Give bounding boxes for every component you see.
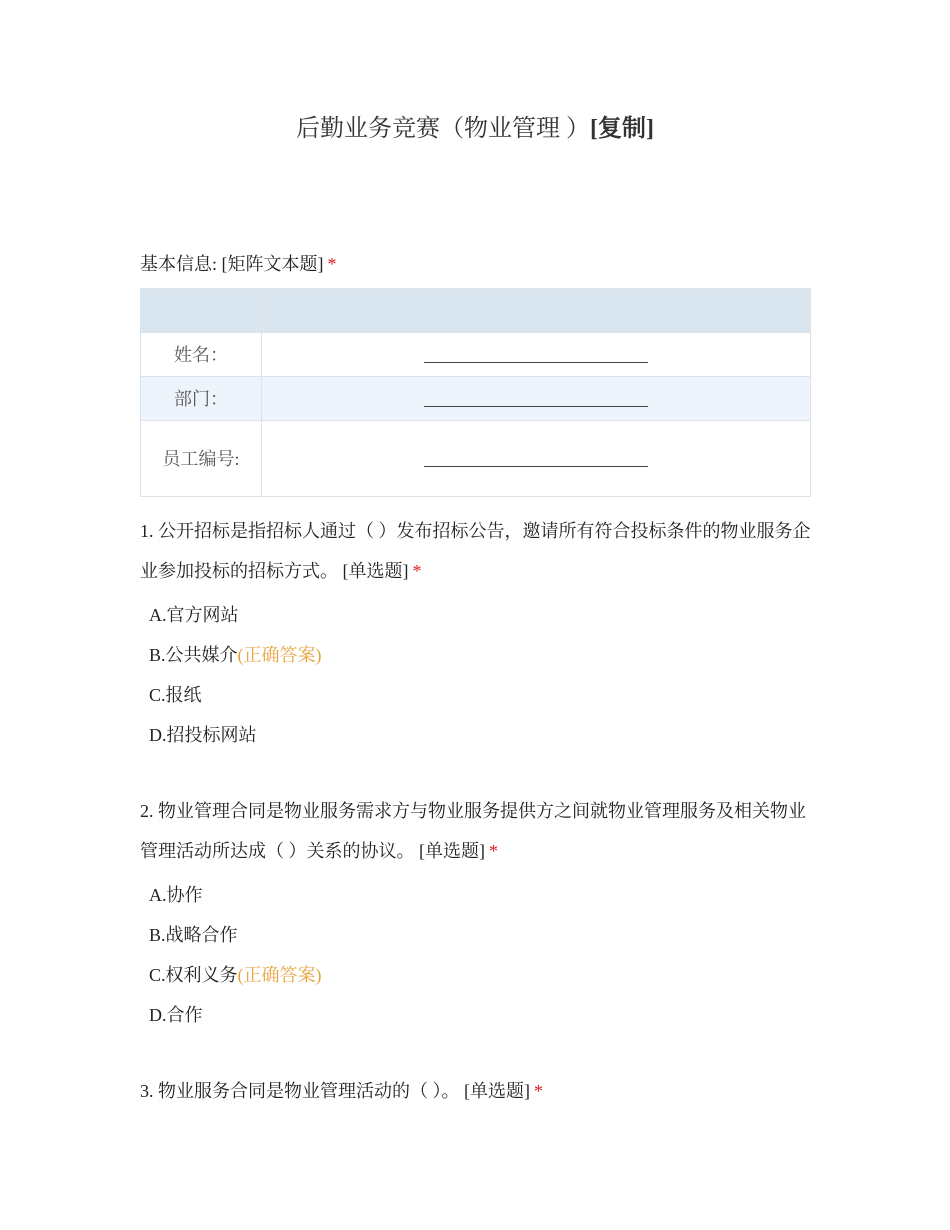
option-label: A.协作 [149,885,203,905]
matrix-table [140,288,811,497]
matrix-row-label: 姓名： [141,333,262,377]
question-type-tag: [单选题] [464,1081,530,1101]
department-input-blank[interactable] [424,392,648,407]
required-mark: * [327,254,337,274]
department-input-cell[interactable] [262,377,811,421]
option-label: B.公共媒介 [149,645,238,665]
q1-option-a[interactable] [149,603,239,627]
q2-option-c[interactable] [149,963,322,987]
matrix-header-row [141,289,811,333]
q2-option-b[interactable] [149,923,238,947]
name-input-cell[interactable] [262,333,811,377]
question-text: 公开招标是指招标人通过（ ）发布招标公告，邀请所有符合投标条件的物业服务企业参加投标的招标方式。 [140,521,811,581]
question-text: 物业服务合同是物业管理活动的（ ）。 [158,1081,460,1101]
option-label: B.战略合作 [149,925,238,945]
copy-tag: [复制] [590,116,654,142]
matrix-row-name [141,333,811,377]
q2-option-d[interactable] [149,1003,203,1027]
name-input-blank[interactable] [424,348,648,363]
survey-title-text: 后勤业务竞赛（物业管理 ） [296,116,590,142]
matrix-header-cell [262,289,811,333]
question-type-tag: [单选题] [419,841,485,861]
employee-id-input-blank[interactable] [424,452,648,467]
matrix-row-employee-id [141,421,811,497]
question-text: 物业管理合同是物业服务需求方与物业服务提供方之间就物业管理服务及相关物业管理活动所达成（ ）关系的协议。 [140,801,806,861]
matrix-header-cell [141,289,262,333]
question-2-header [140,791,812,871]
q1-option-d[interactable] [149,723,257,747]
correct-answer-tag: (正确答案) [237,965,322,985]
question-number: 1. [140,521,154,541]
option-label: C.报纸 [149,685,202,705]
matrix-row-department [141,377,811,421]
option-label: D.合作 [149,1005,203,1025]
question-number: 3. [140,1081,154,1101]
question-number: 2. [140,801,154,821]
question-type-tag: [矩阵文本题] [221,254,324,274]
question-type-tag: [单选题] [342,561,409,581]
question-3-header [140,1071,812,1111]
matrix-row-label: 部门： [141,377,262,421]
matrix-row-label: 员工编号: [141,421,262,497]
q2-option-a[interactable] [149,883,203,907]
q1-option-b[interactable] [149,643,322,667]
employee-id-input-cell[interactable] [262,421,811,497]
required-mark: * [534,1081,543,1101]
required-mark: * [412,561,422,581]
correct-answer-tag: (正确答案) [237,645,322,665]
required-mark: * [489,841,498,861]
option-label: D.招投标网站 [149,725,257,745]
option-label: A.官方网站 [149,605,239,625]
matrix-question-header [140,244,812,284]
matrix-question-label: 基本信息: [140,254,218,274]
question-1-header [140,511,812,591]
option-label: C.权利义务 [149,965,238,985]
q1-option-c[interactable] [149,683,202,707]
survey-title [0,108,950,143]
